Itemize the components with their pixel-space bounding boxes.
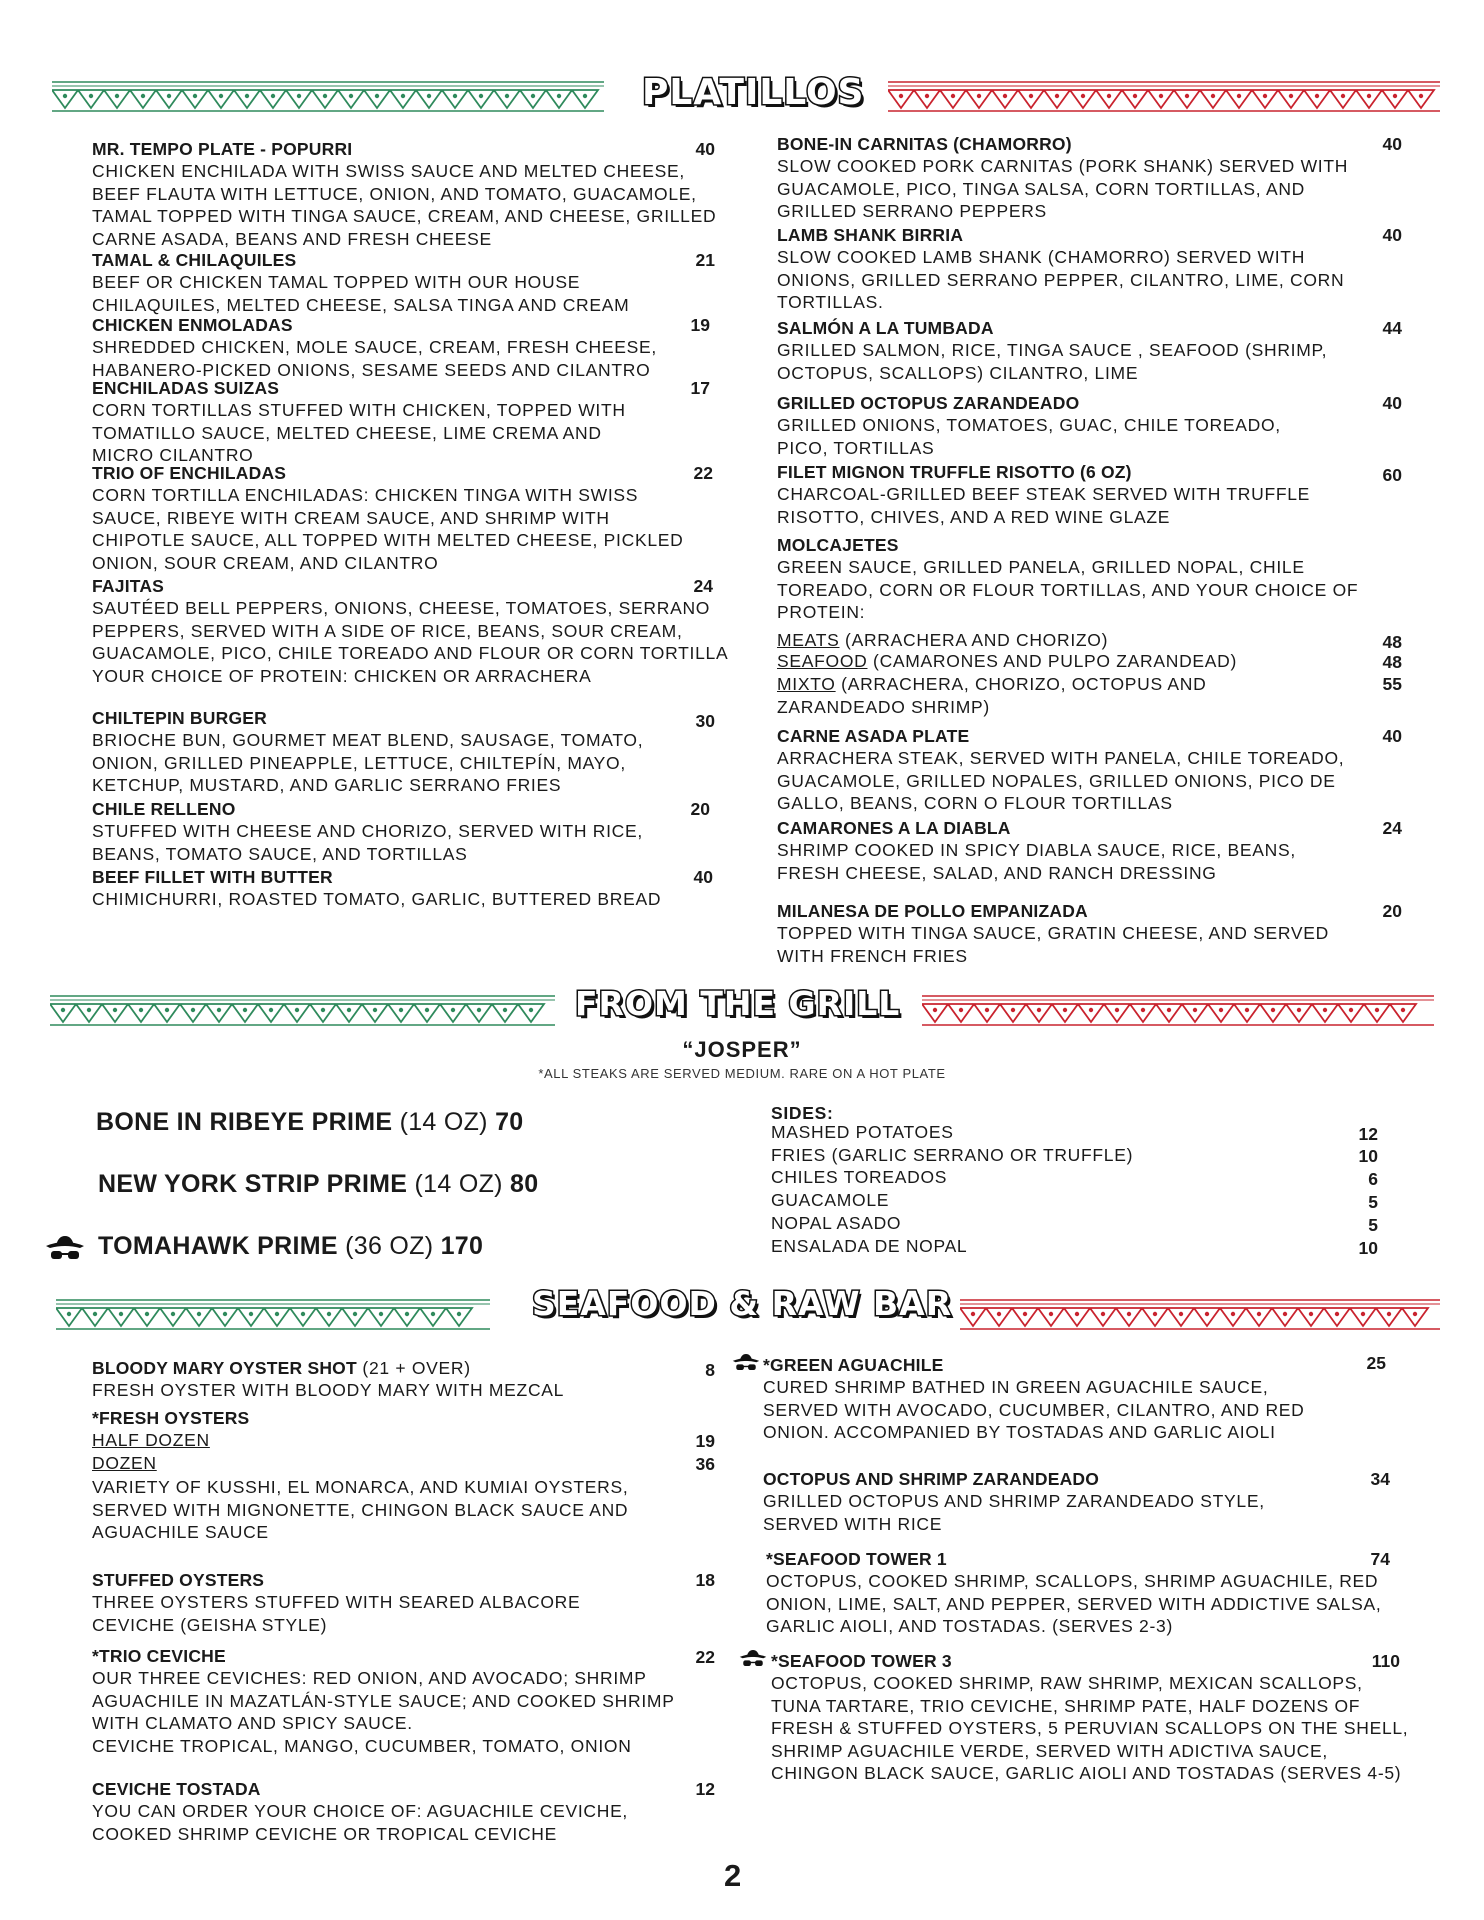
item-description: OCTOPUS, COOKED SHRIMP, RAW SHRIMP, MEXICAN SCALLOPS, TUNA TARTARE, TRIO CEVICHE, SHRIMP PATE, HALF DOZENS OF FRESH & STUFFED OYSTERS, 5 PERUVIAN SCALLOPS ON THE SHELL, SHRIMP AGUACHILE VERDE, SERVED WITH ADICTIVA SAUCE, CHINGON BLACK SAUCE, GARLIC AIOLI AND TOSTADAS (SERVES 4-5): [771, 1673, 1409, 1783]
menu-item: [763, 1355, 1323, 1444]
item-name: MILANESA DE POLLO EMPANIZADA: [777, 901, 1088, 921]
item-description: TOPPED WITH TINGA SAUCE, GRATIN CHEESE, AND SERVED WITH FRENCH FRIES: [777, 923, 1330, 966]
side-price: 10: [1358, 1238, 1378, 1258]
side-price: 12: [1358, 1124, 1378, 1144]
item-price: 17: [690, 378, 710, 398]
menu-item: [92, 315, 712, 381]
item-name: GRILLED OCTOPUS ZARANDEADO: [777, 393, 1080, 413]
decorative-border-green: [52, 80, 604, 114]
steak-price: 80: [510, 1170, 539, 1198]
item-name: FAJITAS: [92, 576, 165, 596]
menu-item: [92, 250, 692, 316]
side-item: NOPAL ASADO: [771, 1213, 902, 1233]
item-description: GRILLED ONIONS, TOMATOES, GUAC, CHILE TOREADO, PICO, TORTILLAS: [777, 415, 1281, 458]
item-description: VARIETY OF KUSSHI, EL MONARCA, AND KUMIAI OYSTERS, SERVED WITH MIGNONETTE, CHINGON BLACK SAUCE AND AGUACHILE SAUCE: [92, 1477, 629, 1542]
option-price: 55: [1382, 674, 1402, 694]
menu-item: [92, 576, 732, 687]
item-price: 24: [693, 576, 713, 596]
item-name: *SEAFOOD TOWER 3: [771, 1651, 952, 1671]
item-name: BEEF FILLET WITH BUTTER: [92, 867, 333, 887]
item-price: 20: [690, 799, 710, 819]
item-description: CHARCOAL-GRILLED BEEF STEAK SERVED WITH TRUFFLE RISOTTO, CHIVES, AND A RED WINE GLAZE: [777, 484, 1311, 527]
item-price: 40: [1382, 726, 1402, 746]
option-detail: (CAMARONES AND PULPO ZARANDEAD): [867, 651, 1238, 671]
item-name: MR. TEMPO PLATE - POPURRI: [92, 139, 353, 159]
side-item: CHILES TOREADOS: [771, 1167, 948, 1187]
item-price: 40: [695, 139, 715, 159]
oyster-price: 19: [695, 1431, 715, 1451]
item-name: CHILTEPIN BURGER: [92, 708, 267, 728]
item-name: STUFFED OYSTERS: [92, 1570, 265, 1590]
steak-weight: (14 OZ): [399, 1108, 488, 1136]
decorative-border-green: [56, 1298, 490, 1332]
option-price: 48: [1382, 652, 1402, 672]
menu-item: [763, 1469, 1323, 1535]
menu-item: [777, 535, 1387, 624]
item-description: CORN TORTILLAS STUFFED WITH CHICKEN, TOPPED WITH TOMATILLO SAUCE, MELTED CHEESE, LIME CREMA AND MICRO CILANTRO: [92, 400, 626, 465]
item-price: 19: [690, 315, 710, 335]
menu-item: [92, 708, 692, 797]
menu-item: [777, 462, 1337, 528]
steak-weight: (14 OZ): [414, 1170, 503, 1198]
item-description: OUR THREE CEVICHES: RED ONION, AND AVOCADO; SHRIMP AGUACHILE IN MAZATLÁN-STYLE SAUCE; AND COOKED SHRIMP WITH CLAMATO AND SPICY SAUCE.: [92, 1668, 675, 1733]
side-price: 10: [1358, 1146, 1378, 1166]
oyster-option: HALF DOZEN: [92, 1430, 210, 1450]
age-note: (21 + OVER): [356, 1358, 471, 1378]
item-description: CHICKEN ENCHILADA WITH SWISS SAUCE AND MELTED CHEESE, BEEF FLAUTA WITH LETTUCE, ONION, AND TOMATO, GUACAMOLE, TAMAL TOPPED WITH TINGA SAUCE, CREAM, AND CHEESE, GRILLED CARNE ASADA, BEANS AND FRESH CHEESE: [92, 161, 717, 249]
item-description: STUFFED WITH CHEESE AND CHORIZO, SERVED WITH RICE, BEANS, TOMATO SAUCE, AND TORTILLAS: [92, 821, 643, 864]
item-name: *GREEN AGUACHILE: [763, 1355, 944, 1375]
item-name: CEVICHE TOSTADA: [92, 1779, 261, 1799]
item-description: THREE OYSTERS STUFFED WITH SEARED ALBACORE CEVICHE (GEISHA STYLE): [92, 1592, 581, 1635]
item-name: ENCHILADAS SUIZAS: [92, 378, 280, 398]
item-name: CHILE RELLENO: [92, 799, 236, 819]
steak-price: 70: [495, 1108, 524, 1136]
steak-item: [96, 1108, 523, 1137]
chef-hat-icon: [42, 1234, 88, 1264]
menu-item: [92, 1358, 692, 1402]
item-price: 34: [1370, 1469, 1390, 1489]
menu-item: [777, 318, 1337, 384]
item-price: 40: [1382, 134, 1402, 154]
steak-price: 170: [440, 1232, 484, 1260]
menu-item: [92, 1779, 692, 1845]
item-name: CARNE ASADA PLATE: [777, 726, 970, 746]
page-number: 2: [724, 1858, 742, 1893]
menu-item: [777, 225, 1347, 314]
item-price: 22: [695, 1647, 715, 1667]
menu-item: [777, 726, 1397, 815]
chef-hat-icon: [730, 1352, 762, 1374]
molcajete-option: [777, 673, 1297, 719]
option-price: 48: [1382, 632, 1402, 652]
item-price: 21: [695, 250, 715, 270]
molcajete-option: [777, 651, 1317, 672]
item-description-extra: CEVICHE TROPICAL, MANGO, CUCUMBER, TOMATO, ONION: [92, 1735, 632, 1756]
item-name: *TRIO CEVICHE: [92, 1646, 226, 1666]
item-description: GRILLED SALMON, RICE, TINGA SAUCE , SEAFOOD (SHRIMP, OCTOPUS, SCALLOPS) CILANTRO, LIME: [777, 340, 1328, 383]
steak-name: BONE IN RIBEYE PRIME: [96, 1108, 393, 1136]
item-price: 110: [1371, 1651, 1400, 1671]
item-description: SLOW COOKED PORK CARNITAS (PORK SHANK) SERVED WITH GUACAMOLE, PICO, TINGA SALSA, CORN TORTILLAS, AND GRILLED SERRANO PEPPERS: [777, 156, 1349, 221]
chef-hat-icon: [737, 1648, 769, 1670]
section-title-grill: FROM THE GRILL: [575, 984, 901, 1023]
item-price: 40: [1382, 225, 1402, 245]
option-label: MIXTO: [777, 674, 836, 694]
item-name: OCTOPUS AND SHRIMP ZARANDEADO: [763, 1469, 1100, 1489]
grill-subtitle: “JOSPER”: [682, 1037, 802, 1062]
item-description: SAUTÉED BELL PEPPERS, ONIONS, CHEESE, TOMATOES, SERRANO PEPPERS, SERVED WITH A SIDE OF RICE, BEANS, SOUR CREAM, GUACAMOLE, PICO, CHILE TOREADO AND FLOUR OR CORN TORTILLA YOUR CHOICE OF PROTEIN: CHICKEN OR ARRACHERA: [92, 598, 728, 686]
item-price: 24: [1382, 818, 1402, 838]
item-name: LAMB SHANK BIRRIA: [777, 225, 964, 245]
menu-item: [777, 393, 1337, 459]
item-price: 60: [1382, 465, 1402, 485]
menu-item: [766, 1549, 1426, 1638]
side-item: FRIES (GARLIC SERRANO OR TRUFFLE): [771, 1145, 1134, 1165]
menu-item: [777, 818, 1347, 884]
item-name: *SEAFOOD TOWER 1: [766, 1549, 947, 1569]
option-detail: (ARRACHERA, CHORIZO, OCTOPUS AND ZARANDEADO SHRIMP): [777, 674, 1207, 717]
molcajete-option: [777, 630, 1317, 651]
section-title-seafood: SEAFOOD & RAW BAR: [532, 1284, 953, 1323]
item-price: 40: [1382, 393, 1402, 413]
section-title-platillos: PLATILLOS: [642, 72, 865, 113]
item-description: YOU CAN ORDER YOUR CHOICE OF: AGUACHILE CEVICHE, COOKED SHRIMP CEVICHE OR TROPICAL CEVICHE: [92, 1801, 628, 1844]
decorative-border-green: [50, 994, 555, 1028]
side-item: ENSALADA DE NOPAL: [771, 1236, 968, 1256]
side-price: 5: [1368, 1192, 1378, 1212]
decorative-border-red: [960, 1298, 1440, 1332]
item-name: CAMARONES A LA DIABLA: [777, 818, 1011, 838]
item-description: GREEN SAUCE, GRILLED PANELA, GRILLED NOPAL, CHILE TOREADO, CORN OR FLOUR TORTILLAS, AND YOUR CHOICE OF PROTEIN:: [777, 557, 1359, 622]
item-description: SHRIMP COOKED IN SPICY DIABLA SAUCE, RICE, BEANS, FRESH CHEESE, SALAD, AND RANCH DRESSING: [777, 840, 1296, 883]
item-description: FRESH OYSTER WITH BLOODY MARY WITH MEZCAL: [92, 1380, 565, 1400]
menu-item: [92, 799, 692, 865]
sides-title: SIDES:: [771, 1103, 834, 1123]
side-item: GUACAMOLE: [771, 1190, 890, 1210]
steak-note: *ALL STEAKS ARE SERVED MEDIUM. RARE ON A HOT PLATE: [538, 1066, 946, 1081]
oyster-price: 36: [695, 1454, 715, 1474]
item-description: BRIOCHE BUN, GOURMET MEAT BLEND, SAUSAGE, TOMATO, ONION, GRILLED PINEAPPLE, LETTUCE, CHILTEPÍN, MAYO, KETCHUP, MUSTARD, AND GARLIC SERRANO FRIES: [92, 730, 644, 795]
side-price: 5: [1368, 1215, 1378, 1235]
item-name: *FRESH OYSTERS: [92, 1408, 250, 1428]
item-description: BEEF OR CHICKEN TAMAL TOPPED WITH OUR HOUSE CHILAQUILES, MELTED CHEESE, SALSA TINGA AND CREAM: [92, 272, 630, 315]
decorative-border-red: [922, 994, 1434, 1028]
oyster-option: DOZEN: [92, 1453, 157, 1473]
steak-item: [98, 1170, 538, 1199]
item-description: CORN TORTILLA ENCHILADAS: CHICKEN TINGA WITH SWISS SAUCE, RIBEYE WITH CREAM SAUCE, AND SHRIMP WITH CHIPOTLE SAUCE, ALL TOPPED WITH MELTED CHEESE, PICKLED ONION, SOUR CREAM, AND CILANTRO: [92, 485, 684, 573]
menu-item: [771, 1651, 1411, 1785]
steak-item: [98, 1232, 483, 1261]
item-name: CHICKEN ENMOLADAS: [92, 315, 293, 335]
option-label: SEAFOOD: [777, 651, 868, 671]
menu-item: [92, 867, 732, 911]
item-price: 25: [1366, 1353, 1386, 1373]
side-price: 6: [1368, 1169, 1378, 1189]
item-description: CURED SHRIMP BATHED IN GREEN AGUACHILE SAUCE, SERVED WITH AVOCADO, CUCUMBER, CILANTRO, AND RED ONION. ACCOMPANIED BY TOSTADAS AND GARLIC AIOLI: [763, 1377, 1305, 1442]
menu-item: [777, 901, 1377, 967]
item-description: OCTOPUS, COOKED SHRIMP, SCALLOPS, SHRIMP AGUACHILE, RED ONION, LIME, SALT, AND PEPPER, SERVED WITH ADDICTIVE SALSA, GARLIC AIOLI, AND TOSTADAS. (SERVES 2-3): [766, 1571, 1382, 1636]
option-detail: (ARRACHERA AND CHORIZO): [839, 630, 1109, 650]
item-description: ARRACHERA STEAK, SERVED WITH PANELA, CHILE TOREADO, GUACAMOLE, GRILLED NOPALES, GRILLED ONIONS, PICO DE GALLO, BEANS, CORN O FLOUR TORTILLAS: [777, 748, 1345, 813]
item-name: BLOODY MARY OYSTER SHOT (21 + OVER): [92, 1358, 471, 1378]
item-description: SHREDDED CHICKEN, MOLE SAUCE, CREAM, FRESH CHEESE, HABANERO-PICKED ONIONS, SESAME SEEDS AND CILANTRO: [92, 337, 657, 380]
item-description: CHIMICHURRI, ROASTED TOMATO, GARLIC, BUTTERED BREAD: [92, 889, 662, 909]
item-name: TAMAL & CHILAQUILES: [92, 250, 297, 270]
item-price: 8: [705, 1360, 715, 1380]
decorative-border-red: [888, 80, 1440, 114]
menu-item: [92, 1646, 692, 1757]
item-price: 44: [1382, 318, 1402, 338]
steak-weight: (36 OZ): [345, 1232, 434, 1260]
menu-item: [92, 139, 732, 250]
item-price: 18: [695, 1570, 715, 1590]
menu-item: [92, 463, 697, 574]
menu-item: [92, 1570, 652, 1636]
option-label: MEATS: [777, 630, 840, 650]
item-description: SLOW COOKED LAMB SHANK (CHAMORRO) SERVED WITH ONIONS, GRILLED SERRANO PEPPER, CILANTRO, LIME, CORN TORTILLAS.: [777, 247, 1345, 312]
item-name: BONE-IN CARNITAS (CHAMORRO): [777, 134, 1072, 154]
menu-item: [777, 134, 1357, 223]
item-price: 30: [695, 711, 715, 731]
item-name: TRIO OF ENCHILADAS: [92, 463, 287, 483]
menu-item: [92, 378, 652, 467]
item-price: 40: [693, 867, 713, 887]
item-name: FILET MIGNON TRUFFLE RISOTTO (6 OZ): [777, 462, 1132, 482]
item-description: GRILLED OCTOPUS AND SHRIMP ZARANDEADO STYLE, SERVED WITH RICE: [763, 1491, 1265, 1534]
item-name: SALMÓN A LA TUMBADA: [777, 318, 994, 338]
side-item: MASHED POTATOES: [771, 1122, 954, 1142]
steak-name: TOMAHAWK PRIME: [98, 1232, 338, 1260]
item-price: 12: [695, 1779, 715, 1799]
item-name: MOLCAJETES: [777, 535, 899, 555]
steak-name: NEW YORK STRIP PRIME: [98, 1170, 408, 1198]
item-price: 20: [1382, 901, 1402, 921]
item-price: 22: [693, 463, 713, 483]
item-price: 74: [1370, 1549, 1390, 1569]
